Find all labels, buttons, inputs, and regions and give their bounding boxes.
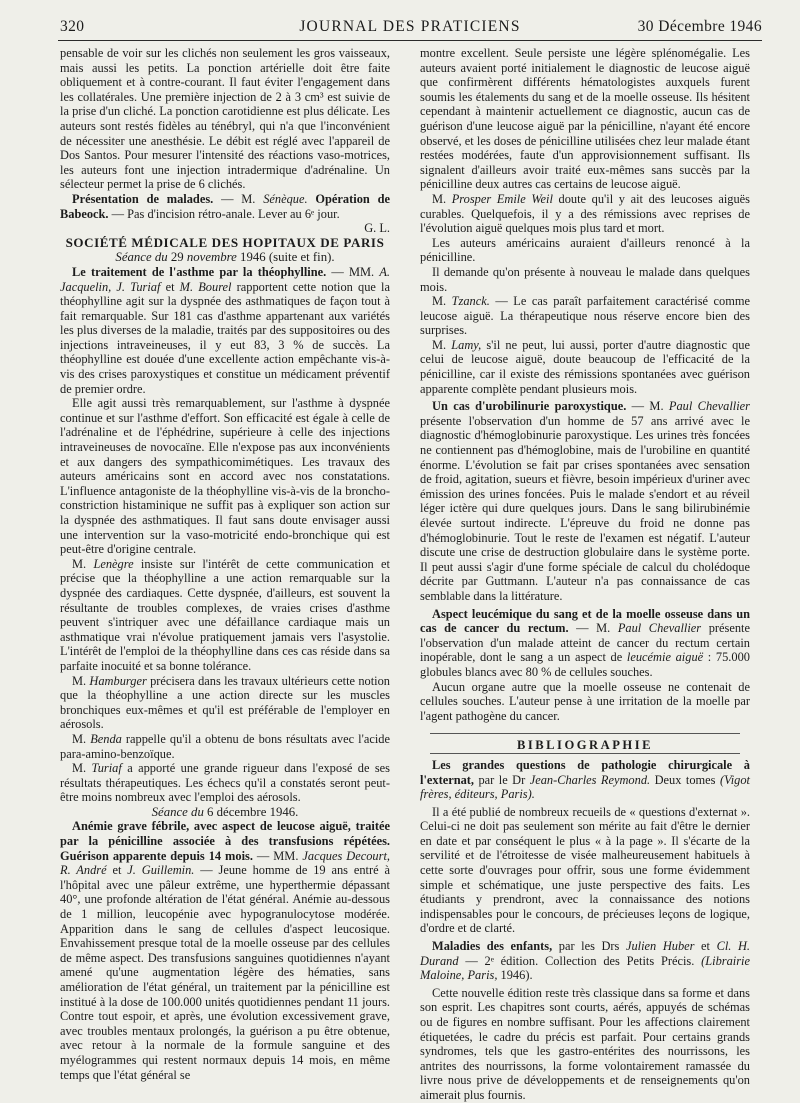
paragraph-americains: Les auteurs américains auraient d'ailleurs renoncé à la pénicilline. (420, 235, 750, 265)
article-asthme: Le traitement de l'asthme par la théophylline. — MM. A. Jacquelin, J. Turiaf et M. Bourel rapportent cette notion que la théophylline agit sur la dyspnée des asthmatiques de façon tout à fait remarquable. Sur 181 cas d'asthme appartenant aux variétés les plus diverses de la maladie, traités par des suppositoires ou des injections intraveineuses, il y eut 83, 3 % de succès. La théophylline est douée d'une excellente action empêchante vis-à-vis des crises paroxystiques et constitue un médicament préventif de premier ordre. (60, 264, 390, 396)
paragraph-lenegre: M. Lenègre insiste sur l'intérêt de cette communication et précise que la théophylline a une action remarquable sur la dyspnée des cardiaques. Cette dyspnée, d'ailleurs, est souvent la résultante de troubles complexes, de vraies crises d'asthme peuvent s'intriquer avec une défaillance cardiaque mais un asthmatique vrai n'évolue pratiquement jamais vers l'asystolie. L'intérêt de l'emploi de la théophylline dans ces cas réside dans sa parfaite inocuité et sa bonne tolérance. (60, 556, 390, 673)
paragraph-demande: Il demande qu'on présente à nouveau le malade dans quelques mois. (420, 264, 750, 294)
paragraph-turiaf: M. Turiaf a apporté une grande rigueur dans l'exposé de ses résultats thérapeutiques. Les échecs qu'il a constatés seront peut-être moins nombreux avec l'emploi des aérosols. (60, 761, 391, 805)
book-review-text-1: Il a été publié de nombreux recueils de « questions d'externat ». Celui-ci ne doit pas seulement son mérite au fait d'être le dernier en date et par conséquent le plus « à la page ». Il s'écarte de la servilité et de l'étroitesse de visée malheureusement habituels à cette sorte d'ouvrages pour offrir, sous une forme évidemment simple et schématique, une juste perspective des faits. Les étudiants y prendront, avec la connaissance des notions indispensables pour le concours, de précieuses leçons de logique, d'ordre et de clarté. (420, 804, 750, 936)
left-column (60, 46, 390, 1082)
bibliography-heading: BIBLIOGRAPHIE (516, 738, 654, 753)
right-column (420, 46, 750, 1103)
article-anemie: Anémie grave fébrile, avec aspect de leucose aiguë, traitée par la pénicilline associée à des transfusions répétées. Guérison apparente depuis 14 mois. — MM. Jacques Decourt, R. André et J. Guillemin. — Jeune homme de 19 ans entré à l'hôpital avec une pâleur extrême, une hyperthermie dépassant 40°, une profonde altération de l'état général. Anémie au-dessous de 1 million, leucopénie avec hypogranulocytose modérée. Apparition dans le sang de cellules d'aspect leucosique. Envahissement presque total de la moelle osseuse par des cellules de même aspect. Des transfusions sanguines quotidiennes n'ayant amené qu'une augmentation légère des hématies, sans amélioration de l'état général, un traitement par la pénicilline est institué à la dose de 100.000 unités quotidiennes pendant 11 jours. Contre tout espoir, et après, une évolution excessivement grave, avec troubles mentaux prolongés, la guérison a pu être obtenue, avec retour à la normale de la formule sanguine et des myélogrammes qui restent normaux depuis 14 mois, en même temps que l'état général se (60, 819, 390, 1082)
society-heading: SOCIÉTÉ MÉDICALE DES HOPITAUX DE PARIS (65, 234, 385, 250)
issue-date: 30 Décembre 1946 (637, 18, 762, 35)
page-header (58, 14, 762, 41)
page-number: 320 (60, 18, 85, 35)
book-review-heading-2: Maladies des enfants, par les Drs Julien Huber et Cl. H. Durand — 2ᵉ édition. Collection des Petits Précis. (Librairie Maloine, Paris, 1946). (420, 939, 750, 983)
book-review-text-2: Cette nouvelle édition reste très classique dans sa forme et dans son esprit. Les chapitres sont courts, aérés, appuyés de schémas ou de figures en nombre suffisant. Pour les affections clairement étiquetées, le cadre du précis est parfait. Pour certains grands syndromes, tels que les gastro-entérites des nourrissons, les antrites des nourrissons, la forme volontairement ramassée du livre nous prive de développements et de renseignements qu'on aimerait plus fournis. (420, 985, 750, 1102)
article-urobilinurie: Un cas d'urobilinurie paroxystique. — M. Paul Chevallier présente l'observation d'un homme de 57 ans arrivé avec le diagnostic d'hémoglobinurie paroxystique. Les urines très foncées ne contiennent pas d'hémoglobine, mais de l'urobiline en quantité énorme. L'évolution se fait par crises spontanées avec sensation de froid, agitation, sueurs et fièvre, besoin impérieux d'uriner avec émission des urines foncées. Puis le malade s'endort et au réveil léger ictère qui dure quelques jours. Dans le sang bilirubinémie élevée surtout indirecte. L'épreuve du froid ne donne pas d'hémoglobinurie. Tout le reste de l'examen est négatif. L'auteur discute une crise de destruction globulaire dans le système porte. Il peut aussi s'agir d'une forme spéciale de calcul du cholédoque décrite par Guttmann. L'auteur n'a pas connaissance de cas semblable dans la littérature. (420, 399, 750, 603)
paragraph-arteriography: pensable de voir sur les clichés non seulement les gros vaisseaux, mais aussi les petits. La ponction artérielle doit être faite obliquement et à contre-courant. Il faut éviter l'engagement dans les collatérales. Une première injection de 2 à 3 cm³ est suivie de la prise d'un cliché. La ponction carotidienne est plus délicate. Les auteurs sont restés fidèles au ténébryl, qui n'a que l'inconvénient de nécessiter une anesthésie. Le débit est réglé avec l'appareil de Dos Santos. Pour mesurer l'intensité des réactions vaso-motrices, les auteurs font une injection intradermique d'adrénaline. Un sélecteur permet la prise de 6 clichés. (60, 46, 390, 192)
signature: G. L. (364, 221, 390, 236)
paragraph-tzanck: M. Tzanck. — Le cas paraît parfaitement caractérisé comme leucose aiguë. La thérapeutique nous réserve encore bien des surprises. (420, 294, 750, 338)
seance-heading-2: Séance du 6 décembre 1946. (151, 804, 299, 819)
paragraph-lamy: M. Lamy, s'il ne peut, lui aussi, porter d'autre diagnostic que celui de leucose aiguë, doute beaucoup de l'efficacité de la pénicilline, car il existe des rémissions spontanées avec guérison apparente complète pendant plusieurs mois. (420, 337, 750, 396)
seance-heading-1: Séance du 29 novembre 1946 (suite et fin). (115, 250, 335, 265)
paragraph-aucun-organe: Aucun organe autre que la moelle osseuse ne contenait de cellules souches. L'auteur pense à une irritation de la moelle par l'agent pathogène du cancer. (420, 679, 750, 723)
paragraph-weil: M. Prosper Emile Weil doute qu'il y ait des leucoses aiguës curables. Quelquefois, il y a des rémissions avec reprises de l'évolution aiguë quelques mois plus tard et mort. (420, 191, 750, 236)
paragraph-presentation: Présentation de malades. — M. Sénèque. Opération de Babeock. — Pas d'incision rétro-anale. Lever au 6ᵉ jour. (60, 191, 390, 221)
article-leucemique: Aspect leucémique du sang et de la moelle osseuse dans un cas de cancer du rectum. — M. Paul Chevallier présente l'observation d'un malade atteint de cancer du rectum certain inopérable, dont le sang a un aspect de leucémie aiguë : 75.000 globules blancs avec 80 % de cellules souches. (420, 606, 750, 679)
divider-top (430, 733, 740, 734)
paragraph-anemie-continued: montre excellent. Seule persiste une légère splénomégalie. Les auteurs avaient porté initialement le diagnostic de leucose aiguë que confirmèrent différents hématologistes auxquels furent soumis les étalements du sang et de la moelle osseuse. Ils hésitent cependant à maintenir actuellement ce diagnostic, aucun cas de guérison d'une leucose aiguë par la pénicilline, n'ayant été encore observé, et les doses de pénicilline utilisées chez leur malade étant restées modérées, faute d'un approvisionnement suffisant. Ils signalent d'ailleurs avoir traité eux-mêmes sans succès par la pénicilline deux autres cas certains de leucose aiguë. (420, 46, 750, 192)
journal-title: JOURNAL DES PRATICIENS (299, 18, 521, 35)
book-review-heading-1: Les grandes questions de pathologie chirurgicale à l'externat, par le Dr Jean-Charles Reymond. Deux tomes (Vigot frères, éditeurs, Paris). (420, 757, 750, 802)
paragraph-hamburger: M. Hamburger précisera dans les travaux ultérieurs cette notion que la théophylline a une action directe sur les muscles bronchiques eux-mêmes et qu'il est préférable de l'employer en aérosols. (60, 673, 390, 732)
paragraph-benda: M. Benda rappelle qu'il a obtenu de bons résultats avec l'acide para-amino-benzoïque. (60, 731, 390, 761)
divider-bottom (430, 753, 740, 754)
paragraph-efficacite: Elle agit aussi très remarquablement, sur l'asthme à dyspnée continue et sur l'asthme d'effort. Son efficacité est égale à celle de l'adrénaline et de l'éphédrine, supérieure à celle des injections intraveineuses de novocaïne. Elle n'expose pas aux inconvénients et aux dangers des sympathicomimétiques. Les travaux des auteurs américains sont en accord avec nos constatations. L'influence antagoniste de la théophylline vis-à-vis de la broncho-constriction histaminique ne suffit pas à expliquer son action sur la dyspnée des asthmatiques. Il faut sans doute envisager aussi une intervention sur la vaso-motricité endo-bronchique qui est peut-être d'origine centrale. (60, 396, 390, 557)
